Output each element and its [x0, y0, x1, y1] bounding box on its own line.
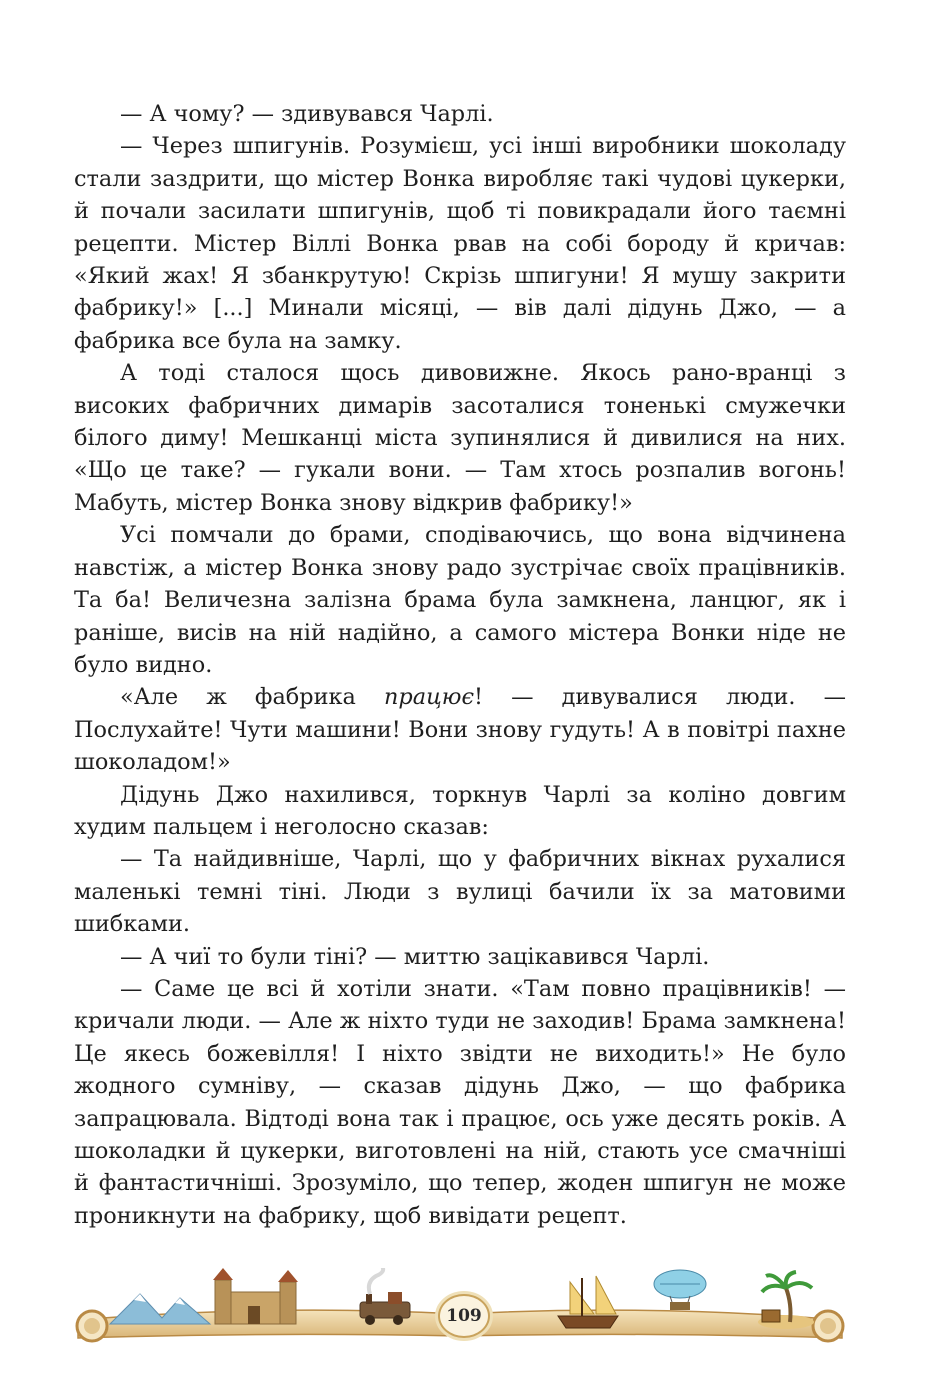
paragraph-7: — Та найдивніше, Чарлі, що у фабричних вікнах рухалися маленькі темні тіні. Люди з вулиці бачили їх за матовими шибками.: [74, 846, 846, 938]
paragraph-5-start: «Але ж фабрика: [120, 684, 384, 711]
paragraph-9: — Саме це всі й хотіли знати. «Там повно працівників! — кричали люди. — Але ж ніхто туди не заходив! Брама замкнена! Це якесь божевілля! І ніхто звідти не виходить!» Не було жодного сумніву, — сказав дідунь Джо, — що фабрика запрацювала. Відтоді вона так і працює, ось уже десять років. А шоколадки й цукерки, виготовлені на ній, стають усе смачніші й фантастичніші. Зрозуміло, що тепер, жоден шпигун не може проникнути на фабрику, щоб вивідати рецепт.: [74, 975, 846, 1229]
island-icon: [758, 1272, 814, 1329]
paragraph-3: А тоді сталося щось дивовижне. Якось рано-вранці з високих фабричних димарів засоталися тоненькі смужечки білого диму! Мешканці міста зупинялися й дивилися на них. «Що це таке? — гукали вони. — Там хтось розпалив вогонь! Мабуть, містер Вонка знову відкрив фабрику!»: [74, 360, 846, 516]
airship-icon: [654, 1270, 706, 1310]
paragraph-6: Дідунь Джо нахилився, торкнув Чарлі за коліно довгим худим пальцем і неголосно сказав:: [74, 781, 846, 840]
paragraph-5-italic: працює: [384, 684, 474, 711]
castle-icon: [213, 1268, 298, 1324]
paragraph-8: — А чиї то були тіні? — миттю зацікавився Чарлі.: [120, 943, 710, 970]
paragraph-5: [74, 681, 846, 778]
paragraph-1: — А чому? — здивувався Чарлі.: [120, 101, 494, 127]
paragraph-4: Усі помчали до брами, сподіваючись, що вона відчинена навстіж, а містер Вонка знову радо зустрічає своїх працівників. Та ба! Величезна залізна брама була замкнена, ланцюг, як і раніше, висів на ній надійно, а самого містера Вонки ніде не було видно.: [74, 522, 846, 678]
train-icon: [360, 1268, 410, 1325]
paragraph-2: — Через шпигунів. Розумієш, усі інші виробники шоколаду стали заздрити, що містер Вонка виробляє такі чудові цукерки, й почали засилати шпигунів, щоб ті повикрадали його таємні рецепти. Містер Віллі Вонка рвав на собі бороду й кричав: «Який жах! Я збанкрутую! Скрізь шпигуни! Я мушу закрити фабрику!» [...] Минали місяці, — вів далі дідунь Джо, — а фабрика все була на замку.: [74, 133, 846, 354]
body-text: [74, 98, 846, 1232]
mountains-icon: [110, 1294, 210, 1324]
paragraph-5-end: ! — дивувалися люди. — Послухайте! Чути машини! Вони знову гудуть! А в повітрі пахне шоколадом!»: [74, 684, 846, 776]
ship-icon: [558, 1276, 618, 1328]
page-number: 109: [438, 1294, 490, 1338]
